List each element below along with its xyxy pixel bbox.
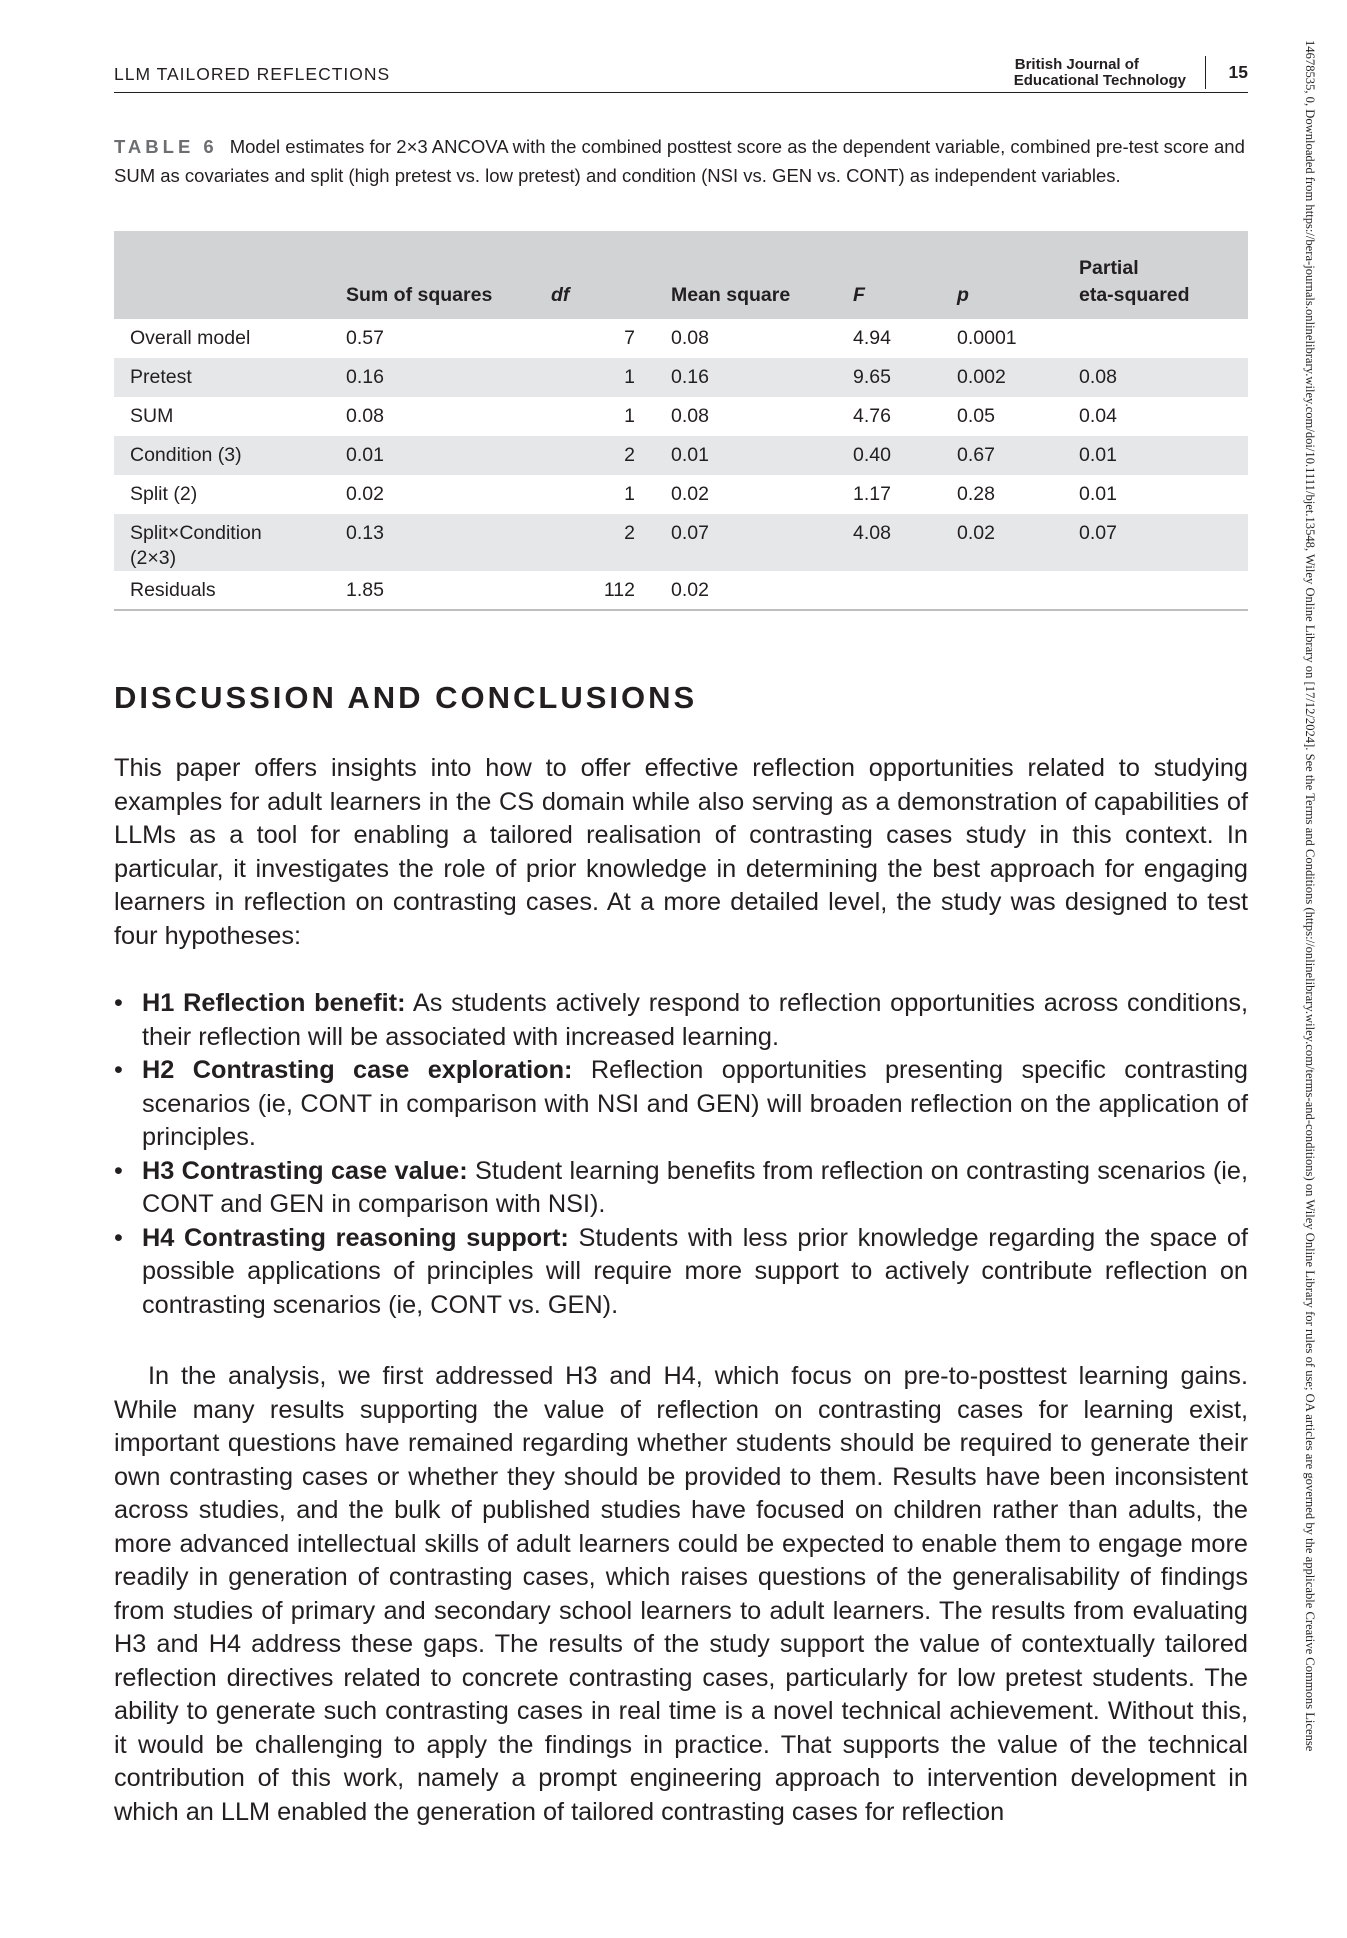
- cell-ms: 0.08: [671, 405, 709, 427]
- list-item: [114, 1054, 1248, 1155]
- cell-source: SUM: [130, 405, 174, 427]
- cell-eta: 0.04: [1079, 405, 1117, 427]
- cell-ss: 1.85: [346, 579, 384, 601]
- cell-eta: 0.01: [1079, 483, 1117, 505]
- hypothesis-text: Reflection opportunities presenting specific contrasting scenarios (ie, CONT in comparison with NSI and GEN) will broaden reflection on the application of principles.: [142, 1056, 1248, 1151]
- cell-df: 2: [624, 444, 635, 466]
- ancova-table: [114, 231, 1248, 611]
- cell-source: Pretest: [130, 366, 192, 388]
- cell-p: 0.02: [957, 522, 995, 544]
- cell-df: 1: [624, 483, 635, 505]
- hypothesis-label: H1 Reflection benefit:: [142, 989, 406, 1017]
- table-label: TABLE 6: [114, 136, 218, 157]
- cell-f: 4.08: [853, 522, 891, 544]
- header-mean-square: Mean square: [671, 284, 791, 306]
- cell-ms: 0.01: [671, 444, 709, 466]
- table-row: [114, 436, 1248, 475]
- list-item: [114, 1222, 1248, 1323]
- header-p-text: p: [957, 284, 969, 306]
- cell-f: 1.17: [853, 483, 891, 505]
- cell-df: 7: [624, 327, 635, 349]
- cell-f: 0.40: [853, 444, 891, 466]
- header-sum-of-squares: Sum of squares: [346, 284, 493, 306]
- cell-f: 4.94: [853, 327, 891, 349]
- cell-f: [853, 571, 957, 610]
- page-number: 15: [1228, 62, 1248, 82]
- cell-df: 2: [624, 522, 635, 544]
- hypotheses-list: [114, 987, 1248, 1322]
- paragraph-intro: This paper offers insights into how to offer effective reflection opportunities related to studying examples for adult learners in the CS domain while also serving as a demonstration of capabilities of LLMs as a tool for enabling a tailored realisation of contrasting cases study in this context. In particular, it investigates the role of prior knowledge in determining the best approach for engaging learners in reflection on contrasting cases. At a more detailed level, the study was designed to test four hypotheses:: [114, 754, 1248, 950]
- cell-p: 0.0001: [957, 327, 1017, 349]
- header-f: [853, 231, 957, 319]
- cell-source: Split (2): [130, 483, 198, 505]
- table-header-row: [114, 231, 1248, 319]
- hypothesis-text: Students with less prior knowledge regarding the space of possible applications of principles will require more support to actively contribute reflection on contrasting scenarios (ie, CONT vs. GEN).: [142, 1223, 1248, 1319]
- cell-ss: 0.57: [346, 327, 384, 349]
- table-row: [114, 397, 1248, 436]
- journal-name-line1: British Journal of: [1014, 56, 1139, 73]
- header-source: [114, 231, 346, 319]
- hypothesis-text: Student learning benefits from reflection on contrasting scenarios (ie, CONT and GEN in comparison with NSI).: [142, 1156, 1248, 1218]
- cell-eta: [1079, 319, 1248, 358]
- cell-source: Overall model: [130, 327, 251, 349]
- cell-df: 1: [624, 405, 635, 427]
- cell-ss: 0.01: [346, 444, 384, 466]
- journal-name: [1014, 57, 1186, 88]
- cell-source: Residuals: [130, 579, 216, 601]
- cell-p: 0.002: [957, 366, 1006, 388]
- cell-source: Condition (3): [130, 444, 242, 466]
- table-row: [114, 475, 1248, 514]
- table-row: [114, 514, 1248, 571]
- cell-ss: 0.13: [346, 522, 384, 544]
- header-partial-eta-squared: [1079, 231, 1248, 319]
- cell-ss: 0.08: [346, 405, 384, 427]
- running-title: LLM TAILORED REFLECTIONS: [114, 64, 391, 84]
- hypothesis-label: H4 Contrasting reasoning support:: [142, 1223, 569, 1252]
- cell-df: 1: [624, 366, 635, 388]
- journal-name-line2: Educational Technology: [1013, 71, 1186, 89]
- header-f-text: F: [853, 284, 865, 306]
- header-df-text: df: [551, 284, 570, 306]
- header-eta-line1: Partial: [1079, 257, 1139, 279]
- header-eta-line2: eta-squared: [1079, 284, 1190, 306]
- download-notice-sidebar: 14678535, 0, Downloaded from https://bera-journals.onlinelibrary.wiley.com/doi/10.1111/bjet.13548, Wiley Online Library on [17/12/2024]. See the Terms and Conditions (https://onlinelibrary.wiley.com/terms-and-conditions) on Wiley Online Library for rules of use; OA articles are governed by the applicable Creative Commons License: [1303, 40, 1317, 1752]
- cell-eta: [1079, 571, 1248, 610]
- header-df: [551, 231, 671, 319]
- hypothesis-label: H3 Contrasting case value:: [142, 1156, 468, 1185]
- cell-p: 0.28: [957, 483, 995, 505]
- cell-df: 112: [603, 579, 635, 601]
- paragraph-analysis: In the analysis, we first addressed H3 and H4, which focus on pre-to-posttest learning gains. While many results supporting the value of reflection on contrasting cases for learning exist, important questions have remained regarding whether students should be required to generate their own contrasting cases or whether they should be provided to them. Results have been inconsistent across studies, and the bulk of published studies have focused on children rather than adults, the more advanced intellectual skills of adult learners could be expected to enable them to engage more readily in generation of contrasting cases, which raises questions of the generalisability of findings from studies of primary and secondary school learners to adult learners. The results from evaluating H3 and H4 address these gaps. The results of the study support the value of contextually tailored reflection directives related to concrete contrasting cases, particularly for low pretest students. The ability to generate such contrasting cases in real time is a novel technical achievement. Without this, it would be challenging to apply the findings in practice. That supports the value of the technical contribution of this work, namely a prompt engineering approach to intervention development in which an LLM enabled the generation of tailored contrasting cases for reflection: [114, 1362, 1248, 1826]
- cell-ms: 0.07: [671, 522, 709, 544]
- table-row: [114, 358, 1248, 397]
- list-item: [114, 1155, 1248, 1222]
- cell-ms: 0.16: [671, 366, 709, 388]
- cell-source-line2: (2×3): [130, 547, 177, 569]
- table-caption-text: Model estimates for 2×3 ANCOVA with the combined posttest score as the dependent variable, combined pre-test score and SUM as covariates and split (high pretest vs. low pretest) and condition (NSI vs. GEN vs. CONT) as independent variables.: [114, 136, 1245, 186]
- cell-source: [114, 514, 346, 571]
- cell-source-line1: Split×Condition: [130, 522, 262, 544]
- cell-ms: 0.08: [671, 327, 709, 349]
- table-row: [114, 571, 1248, 610]
- cell-p: 0.67: [957, 444, 995, 466]
- table-row: [114, 319, 1248, 358]
- cell-eta: 0.01: [1079, 444, 1117, 466]
- cell-f: 4.76: [853, 405, 891, 427]
- table-caption: [114, 133, 1248, 190]
- header-p: [957, 231, 1079, 319]
- page-header: [114, 54, 1248, 93]
- cell-p: 0.05: [957, 405, 995, 427]
- cell-eta: 0.07: [1079, 522, 1117, 544]
- hypothesis-label: H2 Contrasting case exploration:: [142, 1056, 573, 1084]
- cell-ss: 0.16: [346, 366, 384, 388]
- hypothesis-text: As students actively respond to reflection opportunities across conditions, their reflection will be associated with increased learning.: [142, 989, 1248, 1051]
- section-title: DISCUSSION AND CONCLUSIONS: [114, 680, 698, 715]
- cell-ss: 0.02: [346, 483, 384, 505]
- cell-p: [957, 571, 1079, 610]
- cell-ms: 0.02: [671, 579, 709, 601]
- cell-f: 9.65: [853, 366, 891, 388]
- list-item: [114, 987, 1248, 1054]
- cell-eta: 0.08: [1079, 366, 1117, 388]
- cell-ms: 0.02: [671, 483, 709, 505]
- header-divider: [1205, 56, 1207, 89]
